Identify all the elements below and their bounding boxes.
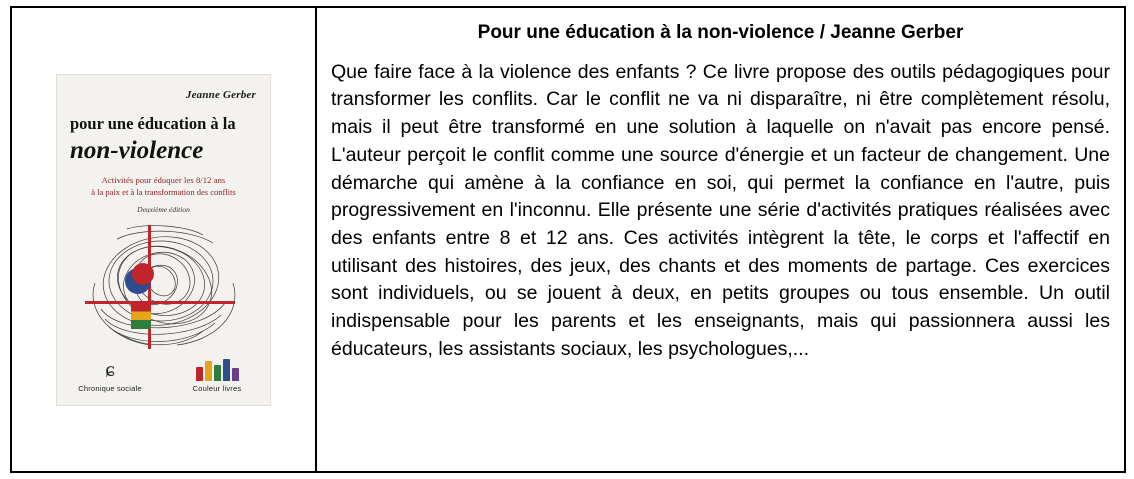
publisher-chronique-sociale — [73, 356, 147, 393]
cover-edition-label: Deuxième édition — [137, 204, 190, 214]
cover-author: Jeanne Gerber — [185, 88, 256, 101]
red-circle-shape — [132, 263, 154, 285]
book-cover-image — [57, 75, 270, 405]
cover-subtitle-line-2: à la paix et à la transformation des conflits — [91, 186, 236, 197]
red-cross-horizontal — [85, 301, 235, 304]
couleur-livres-label: Couleur livres — [192, 383, 242, 393]
cover-title-line-2: non-violence — [70, 136, 204, 164]
cover-subtitle-line-1: Activités pour éduquer les 8/12 ans — [101, 174, 226, 185]
chronique-sociale-label: Chronique sociale — [78, 383, 142, 393]
cover-artwork — [75, 223, 253, 351]
chronique-sociale-logo-icon: ɕ — [105, 356, 115, 381]
books-stack-icon — [178, 357, 256, 381]
book-entry-table — [10, 6, 1126, 473]
book-cover-cell — [12, 8, 317, 471]
cover-title-line-1: pour une éducation à la — [70, 113, 236, 133]
scribble-illustration-icon — [75, 223, 253, 351]
rainbow-stripe-shape — [131, 303, 151, 329]
publisher-couleur-livres — [178, 357, 256, 393]
book-title-heading: Pour une éducation à la non-violence / Jeanne Gerber — [477, 22, 964, 43]
book-description-cell — [317, 8, 1124, 471]
book-summary-text: Que faire face à la violence des enfants ? Ce livre propose des outils pédagogiques pour transformer les conflits. Car le conflit ne va ni disparaître, ni être complètement résolu, mais il peut être transformé en une solution à laquelle on n'avait pas encore pensé. L'auteur perçoit le conflit comme une source d'énergie et un facteur de changement. Une démarche qui amène à la confiance en soi, qui permet la confiance en l'autre, puis progressivement en l'inconnu. Elle présente une série d'activités pratiques réalisées avec des enfants entre 8 et 12 ans. Ces activités intègrent la tête, le corps et l'affectif en utilisant des histoires, des jeux, des chants et des moments de partage. Ces exercices sont individuels, ou se jouent à deux, en petits groupes ou tous ensemble. Un outil indispensable pour les parents et les enseignants, mais qui passionnera aussi les éducateurs, les assistants sociaux, les psychologues,... — [331, 60, 1110, 360]
